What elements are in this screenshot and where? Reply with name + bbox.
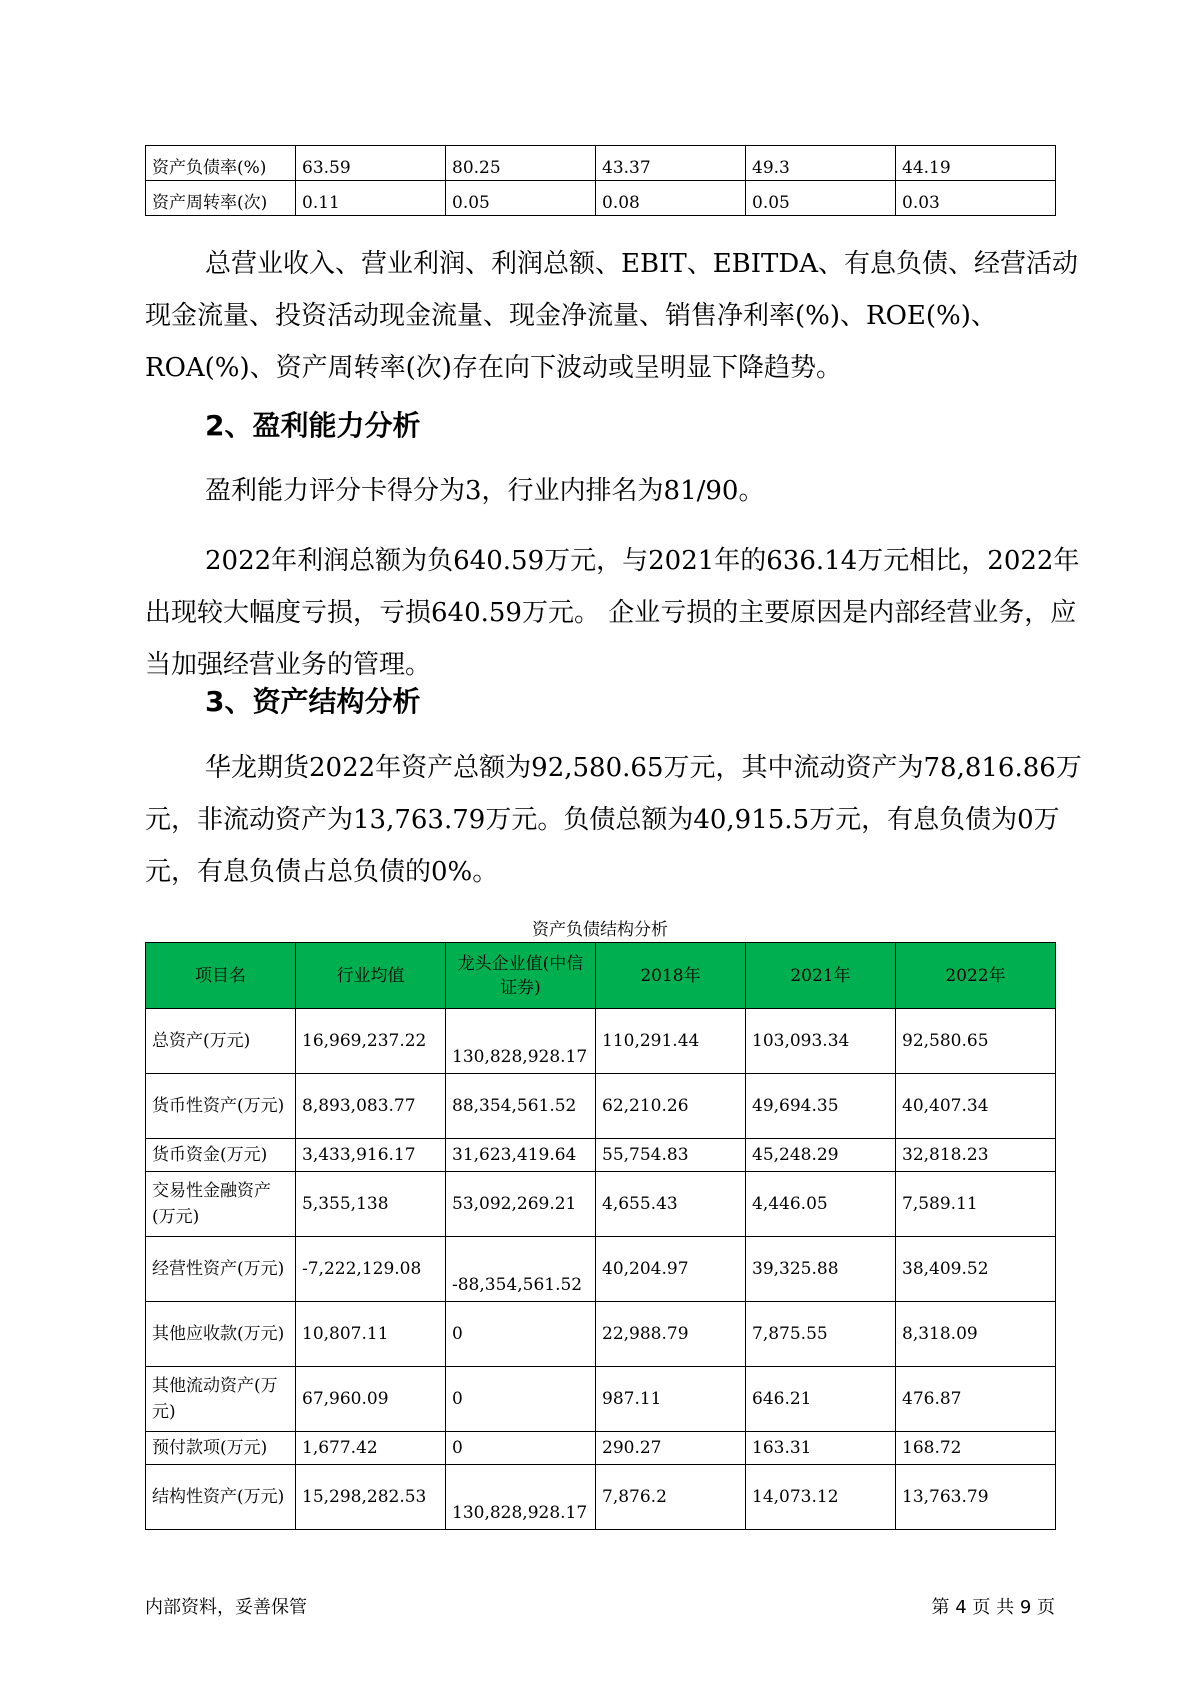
table-cell: 22,988.79 xyxy=(596,1302,746,1367)
table-cell: 88,354,561.52 xyxy=(446,1074,596,1139)
table-cell: 13,763.79 xyxy=(896,1465,1056,1530)
table-cell: 103,093.34 xyxy=(746,1009,896,1074)
profit-score-text: 盈利能力评分卡得分为3，行业内排名为81/90。 xyxy=(205,476,765,506)
table-row xyxy=(146,1367,1056,1432)
heading-profitability: 2、盈利能力分析 xyxy=(205,409,421,442)
profit-detail-paragraph xyxy=(145,535,1085,691)
table-cell: 5,355,138 xyxy=(296,1172,446,1237)
table-cell: 0.11 xyxy=(296,181,446,216)
table-cell: 168.72 xyxy=(896,1432,1056,1465)
table-row xyxy=(146,1139,1056,1172)
row-label: 货币资金(万元) xyxy=(146,1139,296,1172)
table-row xyxy=(146,146,1056,181)
table-row xyxy=(146,1237,1056,1302)
structure-text: 华龙期货2022年资产总额为92,580.65万元，其中流动资产为78,816.86万元，非流动资产为13,763.79万元。负债总额为40,915.5万元，有息负债为0万元，有息负债占总负债的0%。 xyxy=(145,753,1082,887)
table-row xyxy=(146,1432,1056,1465)
table-cell: 55,754.83 xyxy=(596,1139,746,1172)
table-cell: 40,204.97 xyxy=(596,1237,746,1302)
table-cell: 14,073.12 xyxy=(746,1465,896,1530)
table-cell: 67,960.09 xyxy=(296,1367,446,1432)
table-cell: 4,446.05 xyxy=(746,1172,896,1237)
table-cell: -7,222,129.08 xyxy=(296,1237,446,1302)
row-label: 交易性金融资产(万元) xyxy=(146,1172,296,1237)
table-cell: 38,409.52 xyxy=(896,1237,1056,1302)
table-cell: 0.05 xyxy=(446,181,596,216)
table-cell: 987.11 xyxy=(596,1367,746,1432)
balance-structure-table xyxy=(145,942,1056,1530)
table-cell: 92,580.65 xyxy=(896,1009,1056,1074)
table-cell: 39,325.88 xyxy=(746,1237,896,1302)
row-label: 预付款项(万元) xyxy=(146,1432,296,1465)
table-cell: 31,623,419.64 xyxy=(446,1139,596,1172)
table-header-row xyxy=(146,943,1056,1009)
table-cell: 8,318.09 xyxy=(896,1302,1056,1367)
trend-text: 总营业收入、营业利润、利润总额、EBIT、EBITDA、有息负债、经营活动现金流量、投资活动现金流量、现金净流量、销售净利率(%)、ROE(%)、ROA(%)、资产周转率(次)存在向下波动或呈明显下降趋势。 xyxy=(145,249,1079,383)
heading-asset-structure: 3、资产结构分析 xyxy=(205,685,421,718)
column-header: 行业均值 xyxy=(296,943,446,1009)
table-cell: 15,298,282.53 xyxy=(296,1465,446,1530)
table-cell: 资产负债率(%) xyxy=(146,146,296,181)
table-cell: 49.3 xyxy=(746,146,896,181)
column-header: 2021年 xyxy=(746,943,896,1009)
profit-score-paragraph xyxy=(145,465,1085,517)
table-cell: 7,875.55 xyxy=(746,1302,896,1367)
row-label: 总资产(万元) xyxy=(146,1009,296,1074)
table-cell: 0.08 xyxy=(596,181,746,216)
table-cell: 0.05 xyxy=(746,181,896,216)
table-cell: 7,589.11 xyxy=(896,1172,1056,1237)
table-cell: 资产周转率(次) xyxy=(146,181,296,216)
trend-paragraph xyxy=(145,238,1085,394)
column-header: 龙头企业值(中信证券) xyxy=(446,943,596,1009)
table-cell: 63.59 xyxy=(296,146,446,181)
table-cell: 1,677.42 xyxy=(296,1432,446,1465)
table-row xyxy=(146,1172,1056,1237)
table-cell: 8,893,083.77 xyxy=(296,1074,446,1139)
table-cell: 4,655.43 xyxy=(596,1172,746,1237)
table-cell: 3,433,916.17 xyxy=(296,1139,446,1172)
row-label: 货币性资产(万元) xyxy=(146,1074,296,1139)
table-cell: 163.31 xyxy=(746,1432,896,1465)
table-cell: 110,291.44 xyxy=(596,1009,746,1074)
structure-paragraph xyxy=(145,742,1085,898)
table-cell: 130,828,928.17 xyxy=(446,1465,596,1530)
table-cell: 0 xyxy=(446,1432,596,1465)
column-header: 项目名 xyxy=(146,943,296,1009)
row-label: 其他应收款(万元) xyxy=(146,1302,296,1367)
footer-confidential: 内部资料，妥善保管 xyxy=(145,1597,307,1618)
table-cell: 0 xyxy=(446,1302,596,1367)
table-cell: 43.37 xyxy=(596,146,746,181)
table-cell: 40,407.34 xyxy=(896,1074,1056,1139)
table-row xyxy=(146,1009,1056,1074)
table-cell: 45,248.29 xyxy=(746,1139,896,1172)
table-cell: 290.27 xyxy=(596,1432,746,1465)
row-label: 结构性资产(万元) xyxy=(146,1465,296,1530)
table-row xyxy=(146,181,1056,216)
table-cell: 44.19 xyxy=(896,146,1056,181)
table-cell: 7,876.2 xyxy=(596,1465,746,1530)
table-cell: 0 xyxy=(446,1367,596,1432)
profit-detail-text: 2022年利润总额为负640.59万元，与2021年的636.14万元相比，2022年出现较大幅度亏损，亏损640.59万元。 企业亏损的主要原因是内部经营业务，应当加强经营业务的管理。 xyxy=(145,546,1080,680)
table-cell: 32,818.23 xyxy=(896,1139,1056,1172)
table-cell: 130,828,928.17 xyxy=(446,1009,596,1074)
table-cell: 53,092,269.21 xyxy=(446,1172,596,1237)
table-cell: 16,969,237.22 xyxy=(296,1009,446,1074)
row-label: 经营性资产(万元) xyxy=(146,1237,296,1302)
column-header: 2022年 xyxy=(896,943,1056,1009)
table-cell: 62,210.26 xyxy=(596,1074,746,1139)
table-cell: 10,807.11 xyxy=(296,1302,446,1367)
table-cell: 476.87 xyxy=(896,1367,1056,1432)
table-row xyxy=(146,1302,1056,1367)
table-row xyxy=(146,1074,1056,1139)
ratio-table xyxy=(145,145,1056,216)
footer-page-number: 第 4 页 共 9 页 xyxy=(931,1597,1055,1618)
table-cell: 49,694.35 xyxy=(746,1074,896,1139)
table-caption: 资产负债结构分析 xyxy=(532,920,668,940)
table-cell: 0.03 xyxy=(896,181,1056,216)
table-cell: 646.21 xyxy=(746,1367,896,1432)
table-cell: -88,354,561.52 xyxy=(446,1237,596,1302)
column-header: 2018年 xyxy=(596,943,746,1009)
row-label: 其他流动资产(万元) xyxy=(146,1367,296,1432)
table-cell: 80.25 xyxy=(446,146,596,181)
table-row xyxy=(146,1465,1056,1530)
